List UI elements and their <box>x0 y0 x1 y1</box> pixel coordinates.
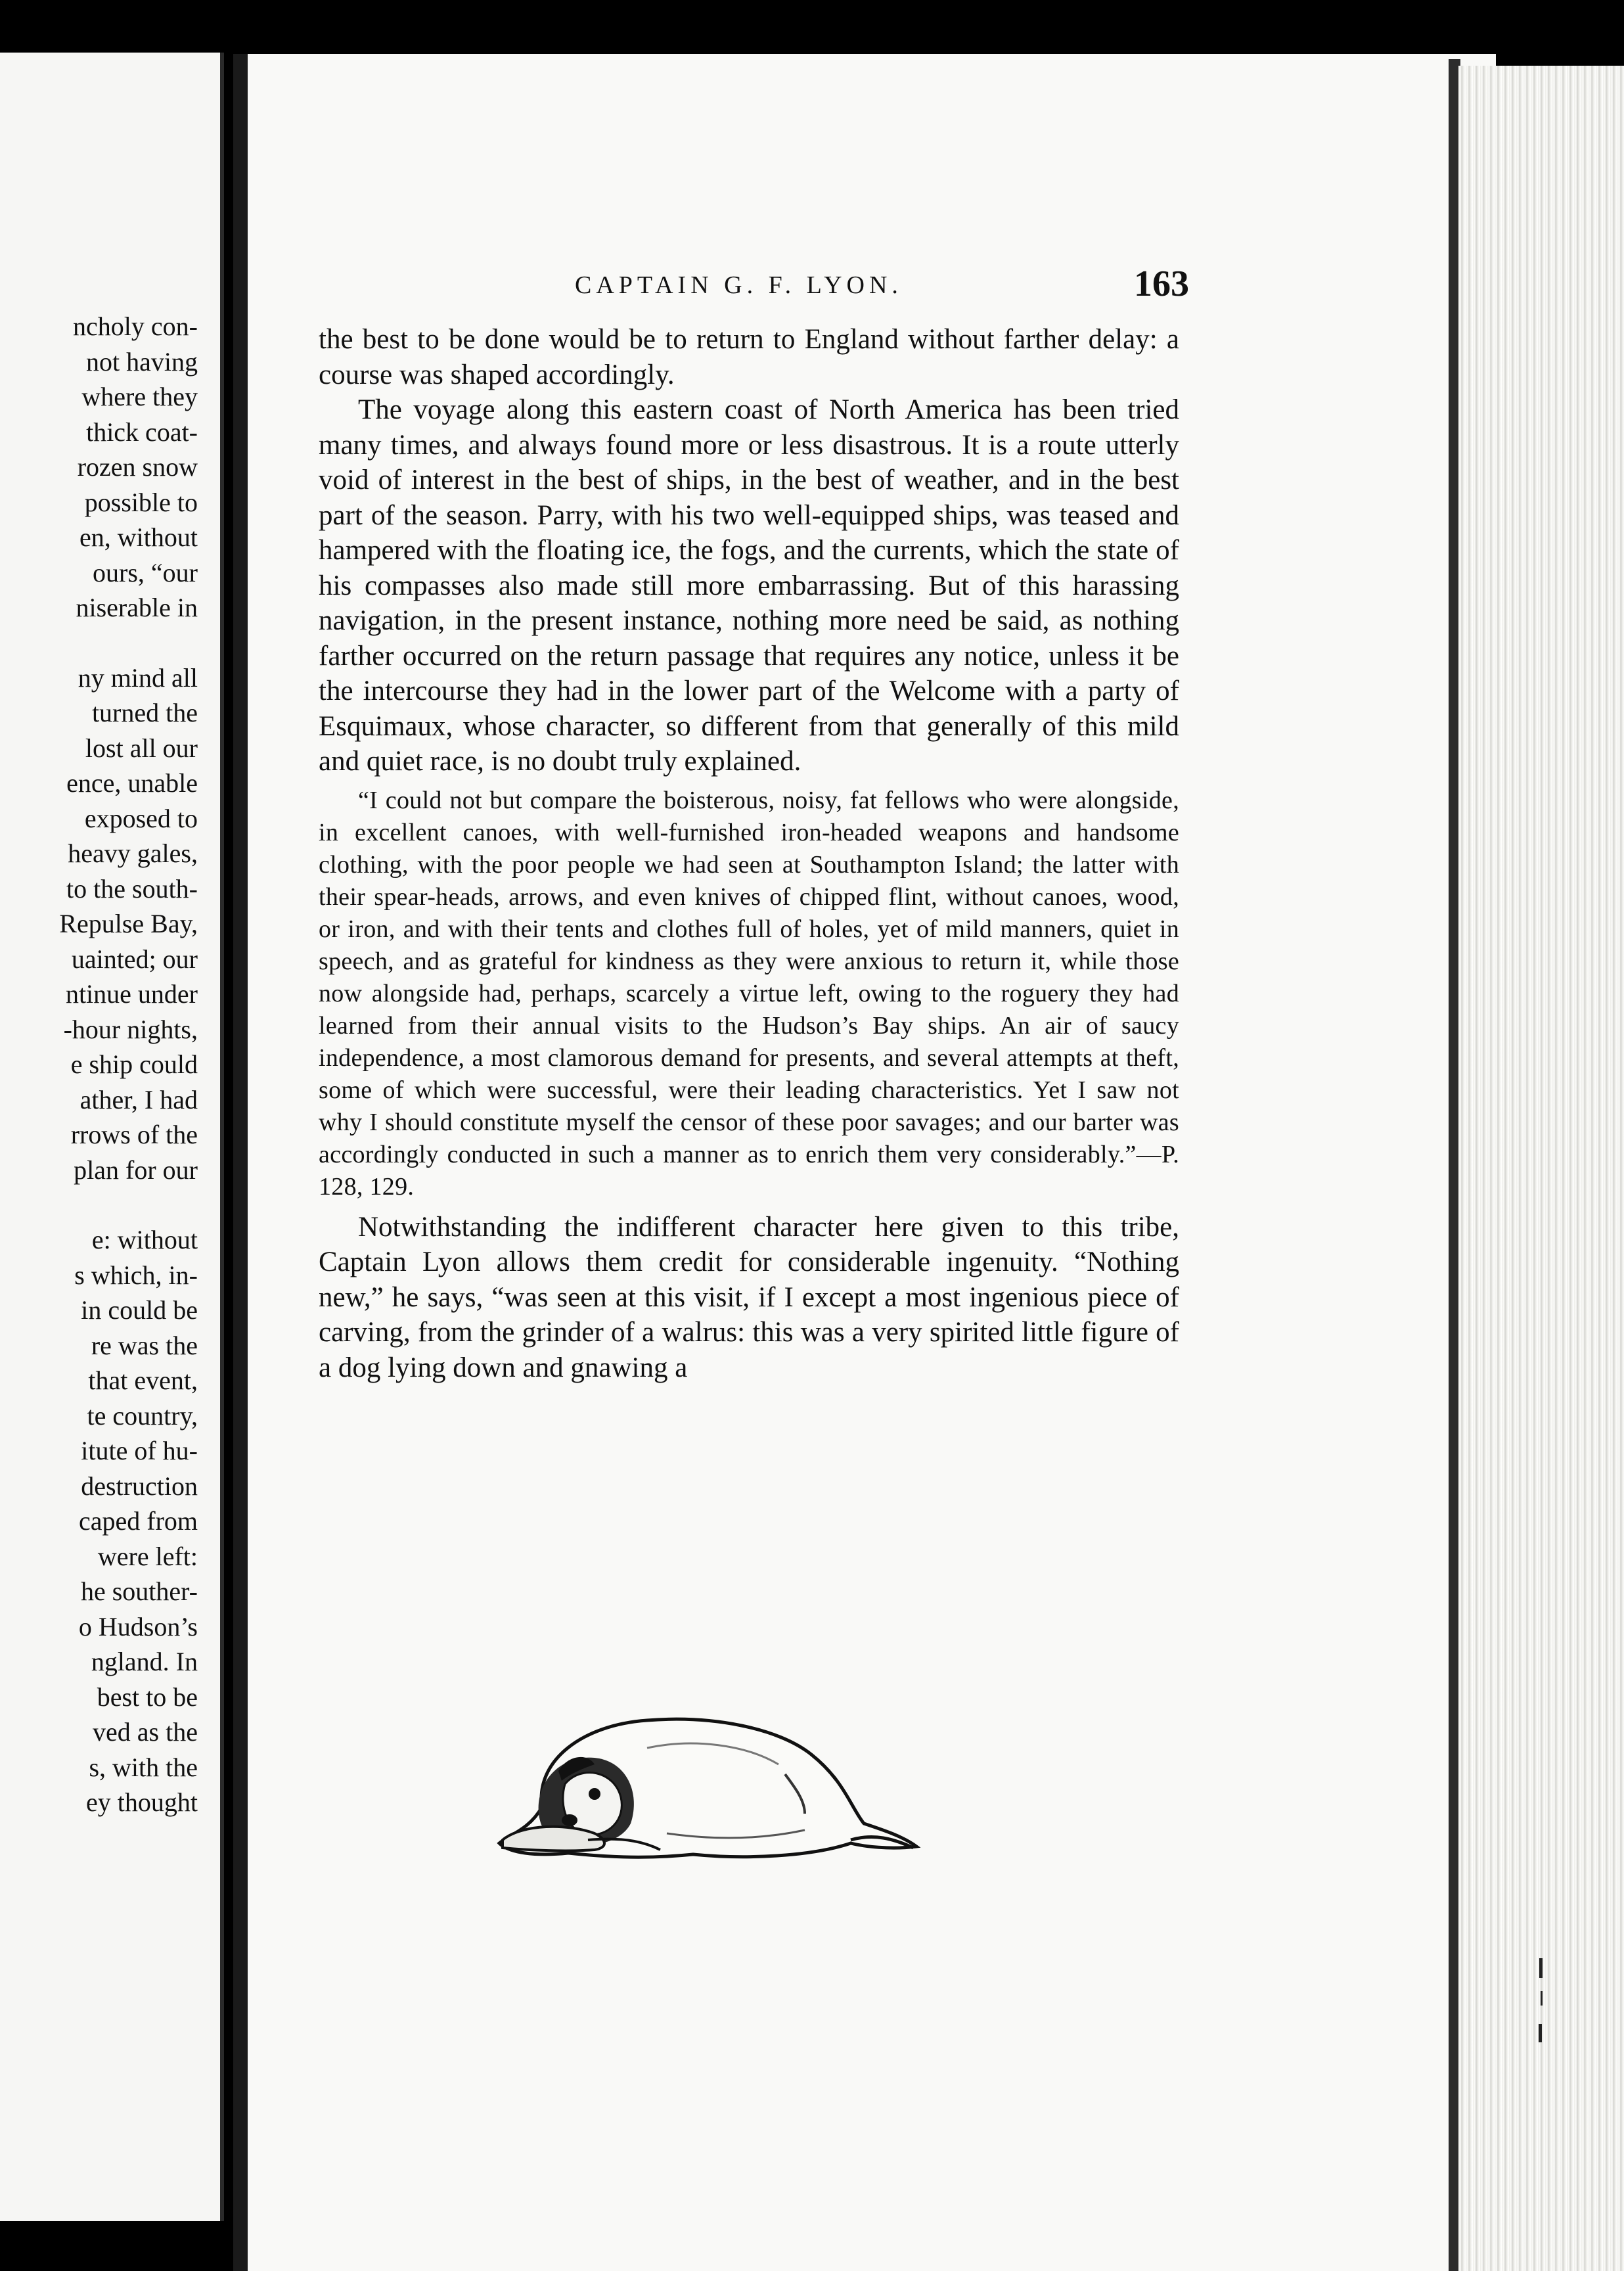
prev-line: rozen snow <box>77 452 198 482</box>
prev-line: ny mind all <box>78 662 198 693</box>
prev-line: en, without <box>79 522 198 552</box>
prev-line: heavy gales, <box>68 838 198 868</box>
sleeping-dog-illustration <box>496 1709 930 1870</box>
page-number: 163 <box>1134 264 1189 304</box>
prev-line: that event, <box>88 1365 198 1395</box>
prev-line: lost all our <box>85 733 198 763</box>
prev-line: caped from <box>78 1506 198 1536</box>
prev-line: Repulse Bay, <box>59 909 198 938</box>
prev-line: ence, unable <box>66 768 198 798</box>
prev-line: where they <box>81 382 198 411</box>
prev-line: niserable in <box>76 593 198 622</box>
prev-line: turned the <box>91 698 198 727</box>
prev-line: -hour nights, <box>63 1014 198 1044</box>
previous-page-text <box>1 309 198 1820</box>
prev-line: not having <box>86 346 198 377</box>
prev-line: e: without <box>91 1225 198 1254</box>
prev-line: ngland. In <box>91 1647 198 1676</box>
page-edges <box>1458 66 1624 2271</box>
paragraph: The voyage along this eastern coast of North America has been tried many times, and always found more or less disastrous. It is a route utterly void of interest in the best of ships, in the best of weather, and in the best part of the season. Parry, with his two well-equipped ships, was teased and hampered with the floating ice, the fogs, and the currents, which the state of his compasses also made still more embarrassing. But of this harassing navigation, in the present instance, nothing more need be said, as nothing farther occurred on the return passage that requires any notice, unless it be the intercourse they had in the lower part of the Welcome with a party of Esquimaux, whose character, so different from that generally of this mild and quiet race, is no doubt truly explained. <box>319 394 1179 777</box>
prev-line: plan for our <box>74 1155 198 1185</box>
prev-line: o Hudson’s <box>78 1611 198 1641</box>
prev-line: uainted; our <box>71 944 198 974</box>
prev-line: ours, “our <box>93 557 198 587</box>
prev-line: s, with the <box>89 1752 198 1782</box>
prev-line: s which, in- <box>74 1260 198 1290</box>
page-body <box>319 322 1179 1385</box>
prev-line: ey thought <box>86 1787 198 1817</box>
paragraph-continued: the best to be done would be to return to England without farther delay: a course was shaped accordingly. <box>319 324 1179 390</box>
prev-line: he souther- <box>80 1576 198 1606</box>
prev-line: best to be <box>97 1682 198 1712</box>
block-quote: “I could not but compare the boisterous, noisy, fat fellows who were alongside, in excellent canoes, with well-furnished iron-headed weapons and handsome clothing, with the poor people we had seen at Southampton Island; the latter with their spear-heads, arrows, and even knives of chipped flint, without canoes, wood, or iron, and with their tents and clothes full of holes, yet of mild manners, quiet in speech, and as grateful for kindness as they were anxious to return it, while those now alongside had, perhaps, scarcely a virtue left, owing to the roguery they had learned from their annual visits to the Hudson’s Bay ships. An air of saucy independence, a most clamorous demand for presents, and several attempts at theft, some of which were successful, were their leading characteristics. Yet I saw not why I should constitute myself the censor of these poor savages; and our barter was accordingly conducted in such a manner as to enrich them very considerably.”—P. 128, 129. <box>319 786 1179 1201</box>
prev-line: te country, <box>87 1400 198 1431</box>
paragraph: Notwithstanding the indifferent character here given to this tribe, Captain Lyon allows them credit for considerable ingenuity. “Nothing new,” he says, “was seen at this visit, if I except a most ingenious piece of carving, from the grinder of a walrus: this was a very spirited little figure of a dog lying down and gnawing a <box>319 1211 1179 1383</box>
running-head: CAPTAIN G. F. LYON. <box>575 271 903 299</box>
prev-line: thick coat- <box>86 417 198 447</box>
previous-page <box>0 53 224 2221</box>
prev-line: ntinue under <box>65 979 198 1009</box>
print-specks <box>1537 1958 1545 2050</box>
prev-line: exposed to <box>84 803 198 833</box>
prev-line: ved as the <box>93 1717 198 1747</box>
prev-line: in could be <box>81 1295 198 1325</box>
prev-line: possible to <box>84 487 198 517</box>
prev-line: ncholy con- <box>73 311 198 341</box>
prev-line: re was the <box>91 1330 198 1360</box>
prev-line: e ship could <box>70 1049 198 1079</box>
prev-line: ather, I had <box>79 1084 198 1114</box>
prev-line: itute of hu- <box>81 1436 198 1465</box>
prev-line: were left: <box>97 1541 198 1571</box>
prev-line: destruction <box>81 1471 198 1501</box>
prev-line: rrows of the <box>70 1120 198 1149</box>
prev-line: to the south- <box>66 873 198 904</box>
